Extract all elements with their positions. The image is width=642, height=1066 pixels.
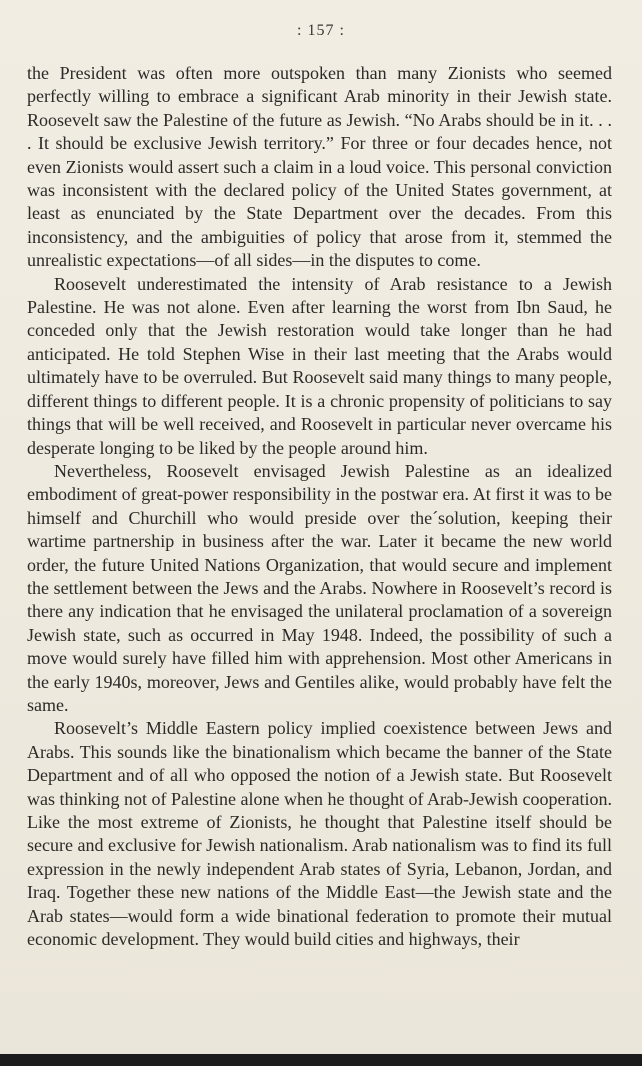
- paragraph: Roosevelt underestimated the intensity of Arab resistance to a Jewish Palestine. He was not alone. Even after learning the worst from Ibn Saud, he conceded only that the Jewish restoration would take longer than he had anticipated. He told Stephen Wise in their last meeting that the Arabs would ultimately have to be overruled. But Roosevelt said many things to many people, different things to different people. It is a chronic propensity of politicians to say things that will be well received, and Roosevelt in particular never overcame his desperate longing to be liked by the people around him.: [27, 273, 612, 458]
- paragraph: Nevertheless, Roosevelt envisaged Jewish Palestine as an idealized embodiment of great-power responsibility in the postwar era. At first it was to be himself and Churchill who would preside over the´solution, keeping their wartime partnership in business after the war. Later it became the new world order, the future United Nations Organization, that would secure and implement the settlement between the Jews and the Arabs. Nowhere in Roosevelt’s record is there any indication that he envisaged the unilateral proclamation of a sovereign Jewish state, such as occurred in May 1948. Indeed, the possibility of such a move would surely have filled him with apprehension. Most other Americans in the early 1940s, moreover, Jews and Gentiles alike, would probably have felt the same.: [27, 460, 612, 715]
- paragraph: Roosevelt’s Middle Eastern policy implied coexistence between Jews and Arabs. This sounds like the binationalism which became the banner of the State Department and of all who opposed the notion of a Jewish state. But Roosevelt was thinking not of Palestine alone when he thought of Arab-Jewish cooperation. Like the most extreme of Zionists, he thought that Palestine itself should be secure and exclusive for Jewish nationalism. Arab nationalism was to find its full expression in the newly independent Arab states of Syria, Lebanon, Jordan, and Iraq. Together these new nations of the Middle East—the Jewish state and the Arab states—would form a wide binational federation to promote their mutual economic development. They would build cities and highways, their: [27, 718, 612, 950]
- viewer-bottom-bar: [0, 1054, 642, 1066]
- page-number: : 157 :: [297, 22, 345, 39]
- body-text: [27, 62, 612, 951]
- paragraph: the President was often more outspoken than many Zionists who seemed perfectly willing to embrace a significant Arab minority in their Jewish state. Roosevelt saw the Palestine of the future as Jewish. “No Arabs should be in it. . . . It should be exclusive Jewish territory.” For three or four decades hence, not even Zionists would assert such a claim in a loud voice. This personal conviction was inconsistent with the declared policy of the United States government, at least as enunciated by the State Department over the decades. From this inconsistency, and the ambiguities of policy that arose from it, stemmed the unrealistic expectations—of all sides—in the disputes to come.: [27, 63, 612, 271]
